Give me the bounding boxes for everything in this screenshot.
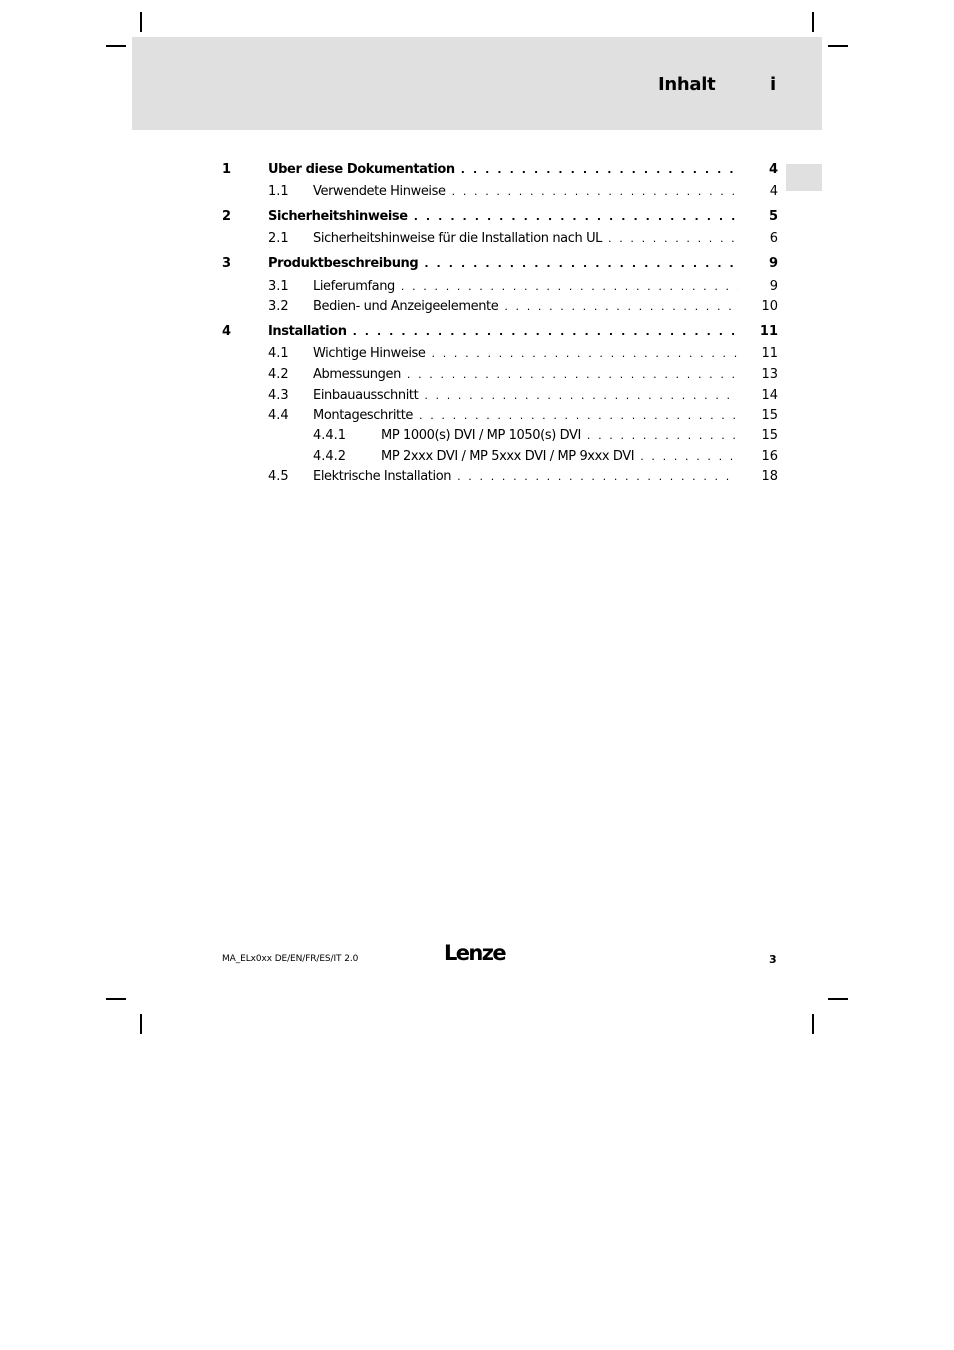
toc-entry[interactable] (222, 184, 778, 200)
toc-entry-page: 11 (759, 324, 778, 339)
toc-entry-number: 3.2 (268, 299, 289, 314)
toc-entry[interactable] (222, 324, 778, 340)
toc-entry-leader (313, 346, 738, 362)
toc-entry-title: Einbauausschnitt (313, 388, 419, 403)
dot-leader (401, 279, 738, 295)
toc-entry-number: 2 (222, 209, 232, 224)
toc-entry-page: 13 (761, 367, 778, 382)
toc-entry-title: Sicherheitshinweise für die Installation nach UL (313, 231, 603, 246)
toc-entry-number: 4.4 (268, 408, 289, 423)
crop-mark (828, 45, 848, 47)
toc-entry-page: 15 (761, 408, 778, 423)
crop-mark (828, 998, 848, 1000)
toc-entry-title: Bedien- und Anzeigeelemente (313, 299, 499, 314)
toc-entry-leader (313, 184, 738, 200)
dot-leader (608, 231, 738, 247)
page-title: Inhalt (658, 74, 716, 95)
toc-entry-title: Über diese Dokumentation (268, 162, 455, 177)
toc-entry-title: Lieferumfang (313, 279, 395, 294)
toc-entry-title: Montageschritte (313, 408, 414, 423)
toc-entry-page: 5 (768, 209, 778, 224)
toc-entry-title: Installation (268, 324, 347, 339)
dot-leader (414, 209, 738, 225)
toc-entry[interactable] (222, 367, 778, 383)
dot-leader (640, 449, 738, 465)
toc-entry-number: 4.3 (268, 388, 289, 403)
toc-entry-page: 4 (768, 162, 778, 177)
crop-mark (812, 12, 814, 32)
header-band (132, 37, 822, 130)
toc-entry-leader (313, 408, 738, 424)
toc-entry[interactable] (222, 299, 778, 315)
toc-entry-number: 2.1 (268, 231, 289, 246)
dot-leader (587, 428, 738, 444)
toc-entry[interactable] (222, 449, 778, 465)
dot-leader (457, 469, 738, 485)
toc-entry-page: 6 (769, 231, 778, 246)
toc-entry[interactable] (222, 231, 778, 247)
dot-leader (461, 162, 738, 178)
toc-entry-number: 3 (222, 256, 232, 271)
toc-entry[interactable] (222, 388, 778, 404)
toc-entry-leader (313, 367, 738, 383)
toc-entry-page: 11 (761, 346, 778, 361)
toc-entry-number: 4.4.2 (313, 449, 347, 464)
toc-entry-leader (268, 256, 738, 272)
toc-entry[interactable] (222, 346, 778, 362)
toc-entry-page: 15 (761, 428, 778, 443)
toc-entry-title: Sicherheitshinweise (268, 209, 408, 224)
toc-entry-leader (381, 428, 738, 444)
toc-entry-page: 4 (769, 184, 778, 199)
toc-entry-number: 1.1 (268, 184, 289, 199)
lenze-logo: Lenze (444, 941, 506, 965)
toc-entry-number: 4 (222, 324, 232, 339)
toc-entry-number: 4.4.1 (313, 428, 347, 443)
toc-entry-title: Abmessungen (313, 367, 401, 382)
toc-entry-leader (268, 324, 738, 340)
toc-entry[interactable] (222, 408, 778, 424)
toc-entry-leader (313, 231, 738, 247)
chapter-marker: i (770, 74, 777, 95)
dot-leader (424, 256, 738, 272)
toc-entry[interactable] (222, 428, 778, 444)
dot-leader (407, 367, 738, 383)
toc-entry-page: 9 (769, 279, 778, 294)
toc-entry-title: Wichtige Hinweise (313, 346, 426, 361)
crop-mark (140, 12, 142, 32)
page-number: 3 (769, 953, 777, 966)
dot-leader (432, 346, 739, 362)
dot-leader (504, 299, 738, 315)
dot-leader (419, 408, 738, 424)
toc-entry-leader (313, 469, 738, 485)
crop-mark (106, 45, 126, 47)
chapter-tab (786, 164, 822, 191)
toc-entry-number: 3.1 (268, 279, 289, 294)
dot-leader (452, 184, 738, 200)
toc-entry-number: 4.5 (268, 469, 289, 484)
toc-entry[interactable] (222, 279, 778, 295)
toc-entry-title: Produktbeschreibung (268, 256, 419, 271)
toc-entry-leader (313, 388, 738, 404)
toc-entry[interactable] (222, 469, 778, 485)
toc-entry-title: Elektrische Installation (313, 469, 452, 484)
dot-leader (353, 324, 738, 340)
document-id: MA_ELx0xx DE/EN/FR/ES/IT 2.0 (222, 954, 359, 964)
toc-entry[interactable] (222, 162, 778, 178)
toc-entry-title: MP 2xxx DVI / MP 5xxx DVI / MP 9xxx DVI (381, 449, 635, 464)
toc-entry-number: 4.2 (268, 367, 289, 382)
toc-entry-page: 16 (761, 449, 778, 464)
toc-entry-leader (268, 162, 738, 178)
toc-entry-title: Verwendete Hinweise (313, 184, 446, 199)
toc-entry-leader (313, 299, 738, 315)
crop-mark (812, 1014, 814, 1034)
toc-entry-number: 1 (222, 162, 232, 177)
toc-entry-leader (381, 449, 738, 465)
toc-entry-number: 4.1 (268, 346, 289, 361)
toc-entry-page: 14 (761, 388, 778, 403)
toc-entry-leader (268, 209, 738, 225)
toc-entry-page: 18 (761, 469, 778, 484)
toc-entry[interactable] (222, 256, 778, 272)
toc-entry-page: 9 (768, 256, 778, 271)
toc-entry-page: 10 (761, 299, 778, 314)
dot-leader (424, 388, 738, 404)
crop-mark (106, 998, 126, 1000)
toc-entry-title: MP 1000(s) DVI / MP 1050(s) DVI (381, 428, 581, 443)
crop-mark (140, 1014, 142, 1034)
toc-entry-leader (313, 279, 738, 295)
toc-entry[interactable] (222, 209, 778, 225)
